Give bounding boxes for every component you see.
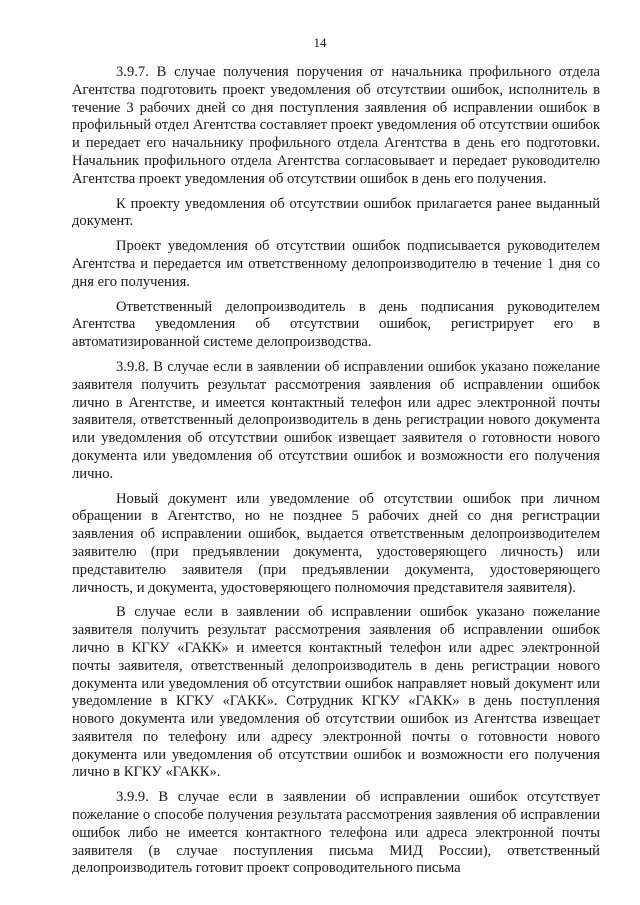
paragraph-gakk: В случае если в заявлении об исправлении ошибок указано пожелание заявителя получить результат рассмотрения заявления об исправлении ошибок лично в КГКУ «ГАКК» и имеется контактный телефон или адрес электронной почты заявителя, ответственный делопроизводитель в день регистрации нового документа или уведомления об отсутствии ошибок направляет новый документ или уведомление в КГКУ «ГАКК». Сотрудник КГКУ «ГАКК» в день поступления нового документа или уведомления об отсутствии ошибок из Агентства извещает заявителя по телефону или адресу электронной почты о готовности нового документа или уведомления об отсутствии ошибок и возможности его получения лично в КГКУ «ГАКК». (72, 604, 600, 781)
paragraph-3-9-7: 3.9.7. В случае получения поручения от начальника профильного отдела Агентства подготовить проект уведомления об отсутствии ошибок, исполнитель в течение 3 рабочих дней со дня поступления заявления об исправлении ошибок в профильный отдел Агентства составляет проект уведомления об отсутствии ошибок и передает его начальнику профильного отдела Агентства в день его подготовки. Начальник профильного отдела Агентства согласовывает и передает руководителю Агентства проект уведомления об отсутствии ошибок в день его получения. (72, 64, 600, 187)
paragraph-3-9-9: 3.9.9. В случае если в заявлении об исправлении ошибок отсутствует пожелание о способе получения результата рассмотрения заявления об исправлении ошибок либо не имеется контактного телефона или адреса электронной почты заявителя (в случае поступления письма МИД России), ответственный делопроизводитель готовит проект сопроводительного письма (72, 789, 600, 877)
document-body (72, 64, 600, 878)
paragraph-3-9-8: 3.9.8. В случае если в заявлении об исправлении ошибок указано пожелание заявителя получить результат рассмотрения заявления об исправлении ошибок лично в Агентстве, и имеется контактный телефон или адрес электронной почты заявителя, ответственный делопроизводитель в день регистрации нового документа или уведомления об отсутствии ошибок извещает заявителя о готовности нового документа или уведомления об отсутствии ошибок и возможности его получения лично. (72, 358, 600, 482)
paragraph-issuance: Новый документ или уведомление об отсутствии ошибок при личном обращении в Агентство, но не позднее 5 рабочих дней со дня регистрации заявления об исправлении ошибок, выдается ответственным делопроизводителем заявителю (при предъявлении документа, удостоверяющего личность) или представителю заявителя (при предъявлении документа, удостоверяющего личность, и документа, удостоверяющего полномочия представителя заявителя). (72, 490, 600, 596)
page-number: 14 (313, 35, 327, 50)
paragraph-signing: Проект уведомления об отсутствии ошибок подписывается руководителем Агентства и передается им ответственному делопроизводителю в течение 1 дня со дня его получения. (72, 238, 600, 290)
paragraph-attachment: К проекту уведомления об отсутствии ошибок прилагается ранее выданный документ. (72, 195, 600, 230)
paragraph-registration: Ответственный делопроизводитель в день подписания руководителем Агентства уведомления об отсутствии ошибок, регистрирует его в автоматизированной системе делопроизводства. (72, 298, 600, 351)
